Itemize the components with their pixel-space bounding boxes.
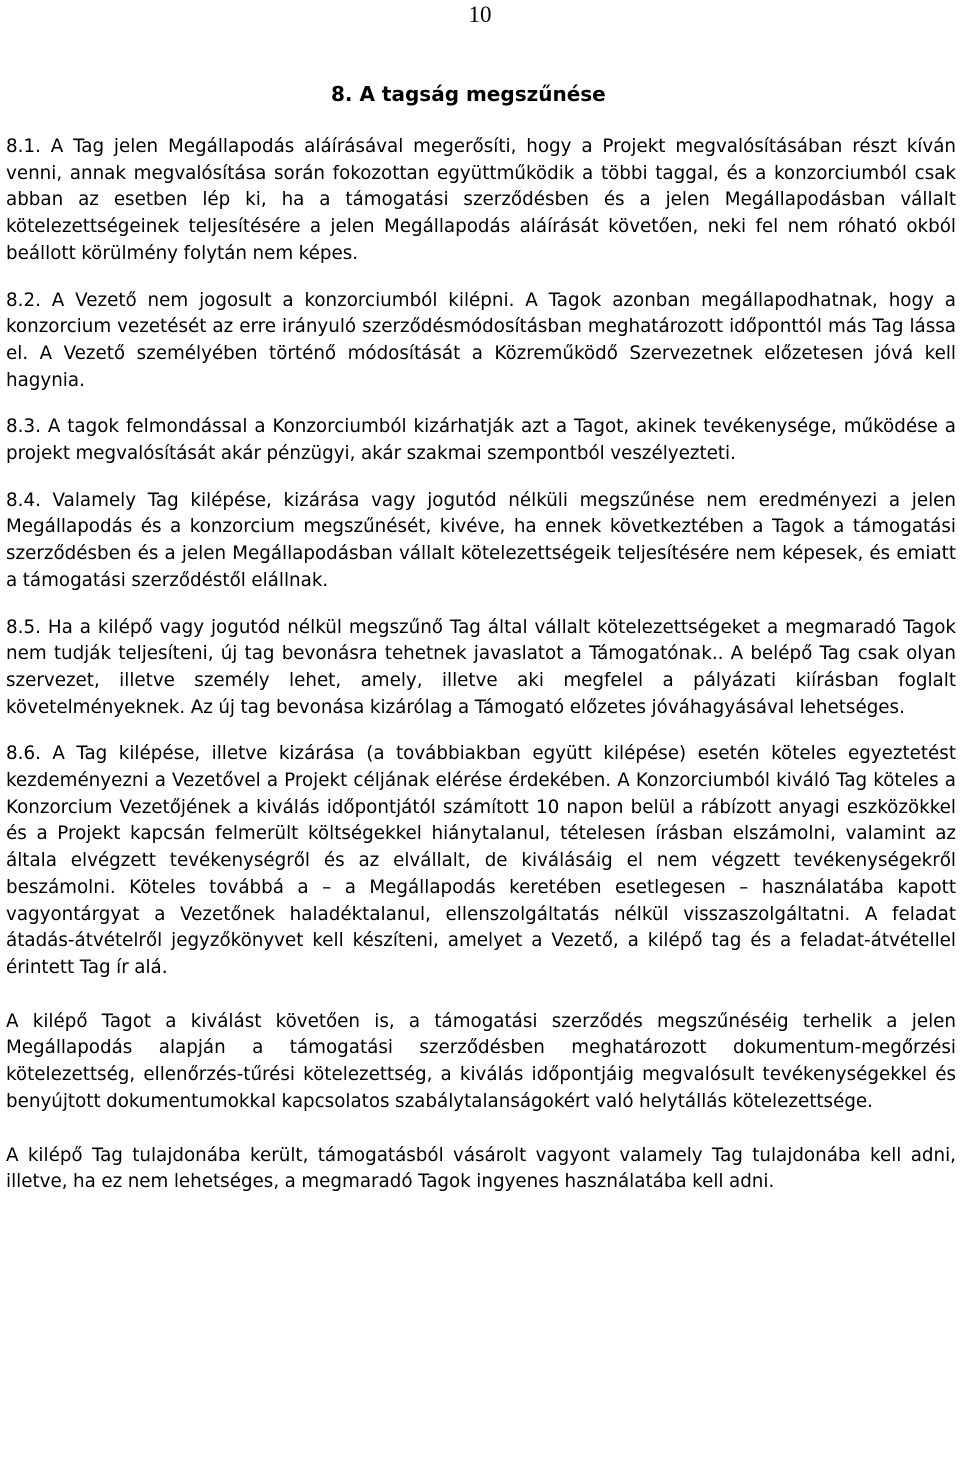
page-number: 10 [468, 2, 492, 27]
paragraph-8-2: 8.2. A Vezető nem jogosult a konzorciumból kilépni. A Tagok azonban megállapodhatnak, hogy a konzorcium vezetését az erre irányuló szerződésmódosításban meghatározott időponttól más Tag lássa el. A Vezető személyében történő módosítását a Közreműködő Szervezetnek előzetesen jóvá kell hagynia. [6, 289, 956, 391]
paragraph-8-5: 8.5. Ha a kilépő vagy jogutód nélkül megszűnő Tag által vállalt kötelezettségeket a megmaradó Tagok nem tudják teljesíteni, új tag bevonásra tehetnek javaslatot a Támogatónak.. A belépő Tag csak olyan szervezet, illetve személy lehet, amely, illetve aki megfelel a pályázati kiírásban foglalt követelményeknek. Az új tag bevonása kizárólag a Támogató előzetes jóváhagyásával lehetséges. [6, 616, 956, 718]
paragraph-8-4: 8.4. Valamely Tag kilépése, kizárása vagy jogutód nélküli megszűnése nem eredményezi a jelen Megállapodás és a konzorcium megszűnését, kivéve, ha ennek következtében a Tagok a támogatási szerződésben és a jelen Megállapodásban vállalt kötelezettségeik teljesítésére nem képesek, és emiatt a támogatási szerződéstől elállnak. [6, 489, 956, 591]
document-body [6, 134, 956, 1196]
paragraph-8-6: 8.6. A Tag kilépése, illetve kizárása (a továbbiakban együtt kilépése) esetén köteles egyeztetést kezdeményezni a Vezetővel a Projekt céljának elérése érdekében. A Konzorciumból kiváló Tag köteles a Konzorcium Vezetőjének a kiválás időpontjától számított 10 napon belül a rábízott anyagi eszközökkel és a Projekt kapcsán felmerült költségekkel hiánytalanul, tételesen írásban elszámolni, valamint az általa elvégzett tevékenységről és az elvállalt, de kiválásáig el nem végzett tevékenységekről beszámolni. Köteles továbbá a – a Megállapodás keretében esetlegesen – használatába kapott vagyontárgyat a Vezetőnek haladéktalanul, ellenszolgáltatás nélkül visszaszolgáltatni. A feladat átadás-átvételről jegyzőkönyvet kell készíteni, amelyet a Vezető, a kilépő tag és a feladat-átvétellel érintett Tag ír alá. [6, 743, 956, 978]
paragraph-8-1: 8.1. A Tag jelen Megállapodás aláírásával megerősíti, hogy a Projekt megvalósításában részt kíván venni, annak megvalósítása során fokozottan együttműködik a többi taggal, és a konzorciumból csak abban az esetben lép ki, ha a támogatási szerződésben és a jelen Megállapodásban vállalt kötelezettségeinek teljesítésére a jelen Megállapodás aláírását követően, neki fel nem róható okból beállott körülmény folytán nem képes. [6, 136, 956, 264]
section-title: 8. A tagság megszűnése [331, 82, 606, 106]
paragraph-assets: A kilépő Tag tulajdonába került, támogatásból vásárolt vagyont valamely Tag tulajdonába kell adni, illetve, ha ez nem lehetséges, a megmaradó Tagok ingyenes használatába kell adni. [6, 1144, 956, 1193]
paragraph-liability: A kilépő Tagot a kiválást követően is, a támogatási szerződés megszűnéséig terhelik a jelen Megállapodás alapján a támogatási szerződésben meghatározott dokumentum-megőrzési kötelezettség, ellenőrzés-tűrési kötelezettség, a kiválás időpontjáig megvalósult tevékenységekkel és benyújtott dokumentumokkal kapcsolatos szabálytalanságokért való helytállás kötelezettsége. [6, 1010, 956, 1112]
paragraph-8-3: 8.3. A tagok felmondással a Konzorciumból kizárhatják azt a Tagot, akinek tevékenysége, működése a projekt megvalósítását akár pénzügyi, akár szakmai szempontból veszélyezteti. [6, 416, 956, 465]
